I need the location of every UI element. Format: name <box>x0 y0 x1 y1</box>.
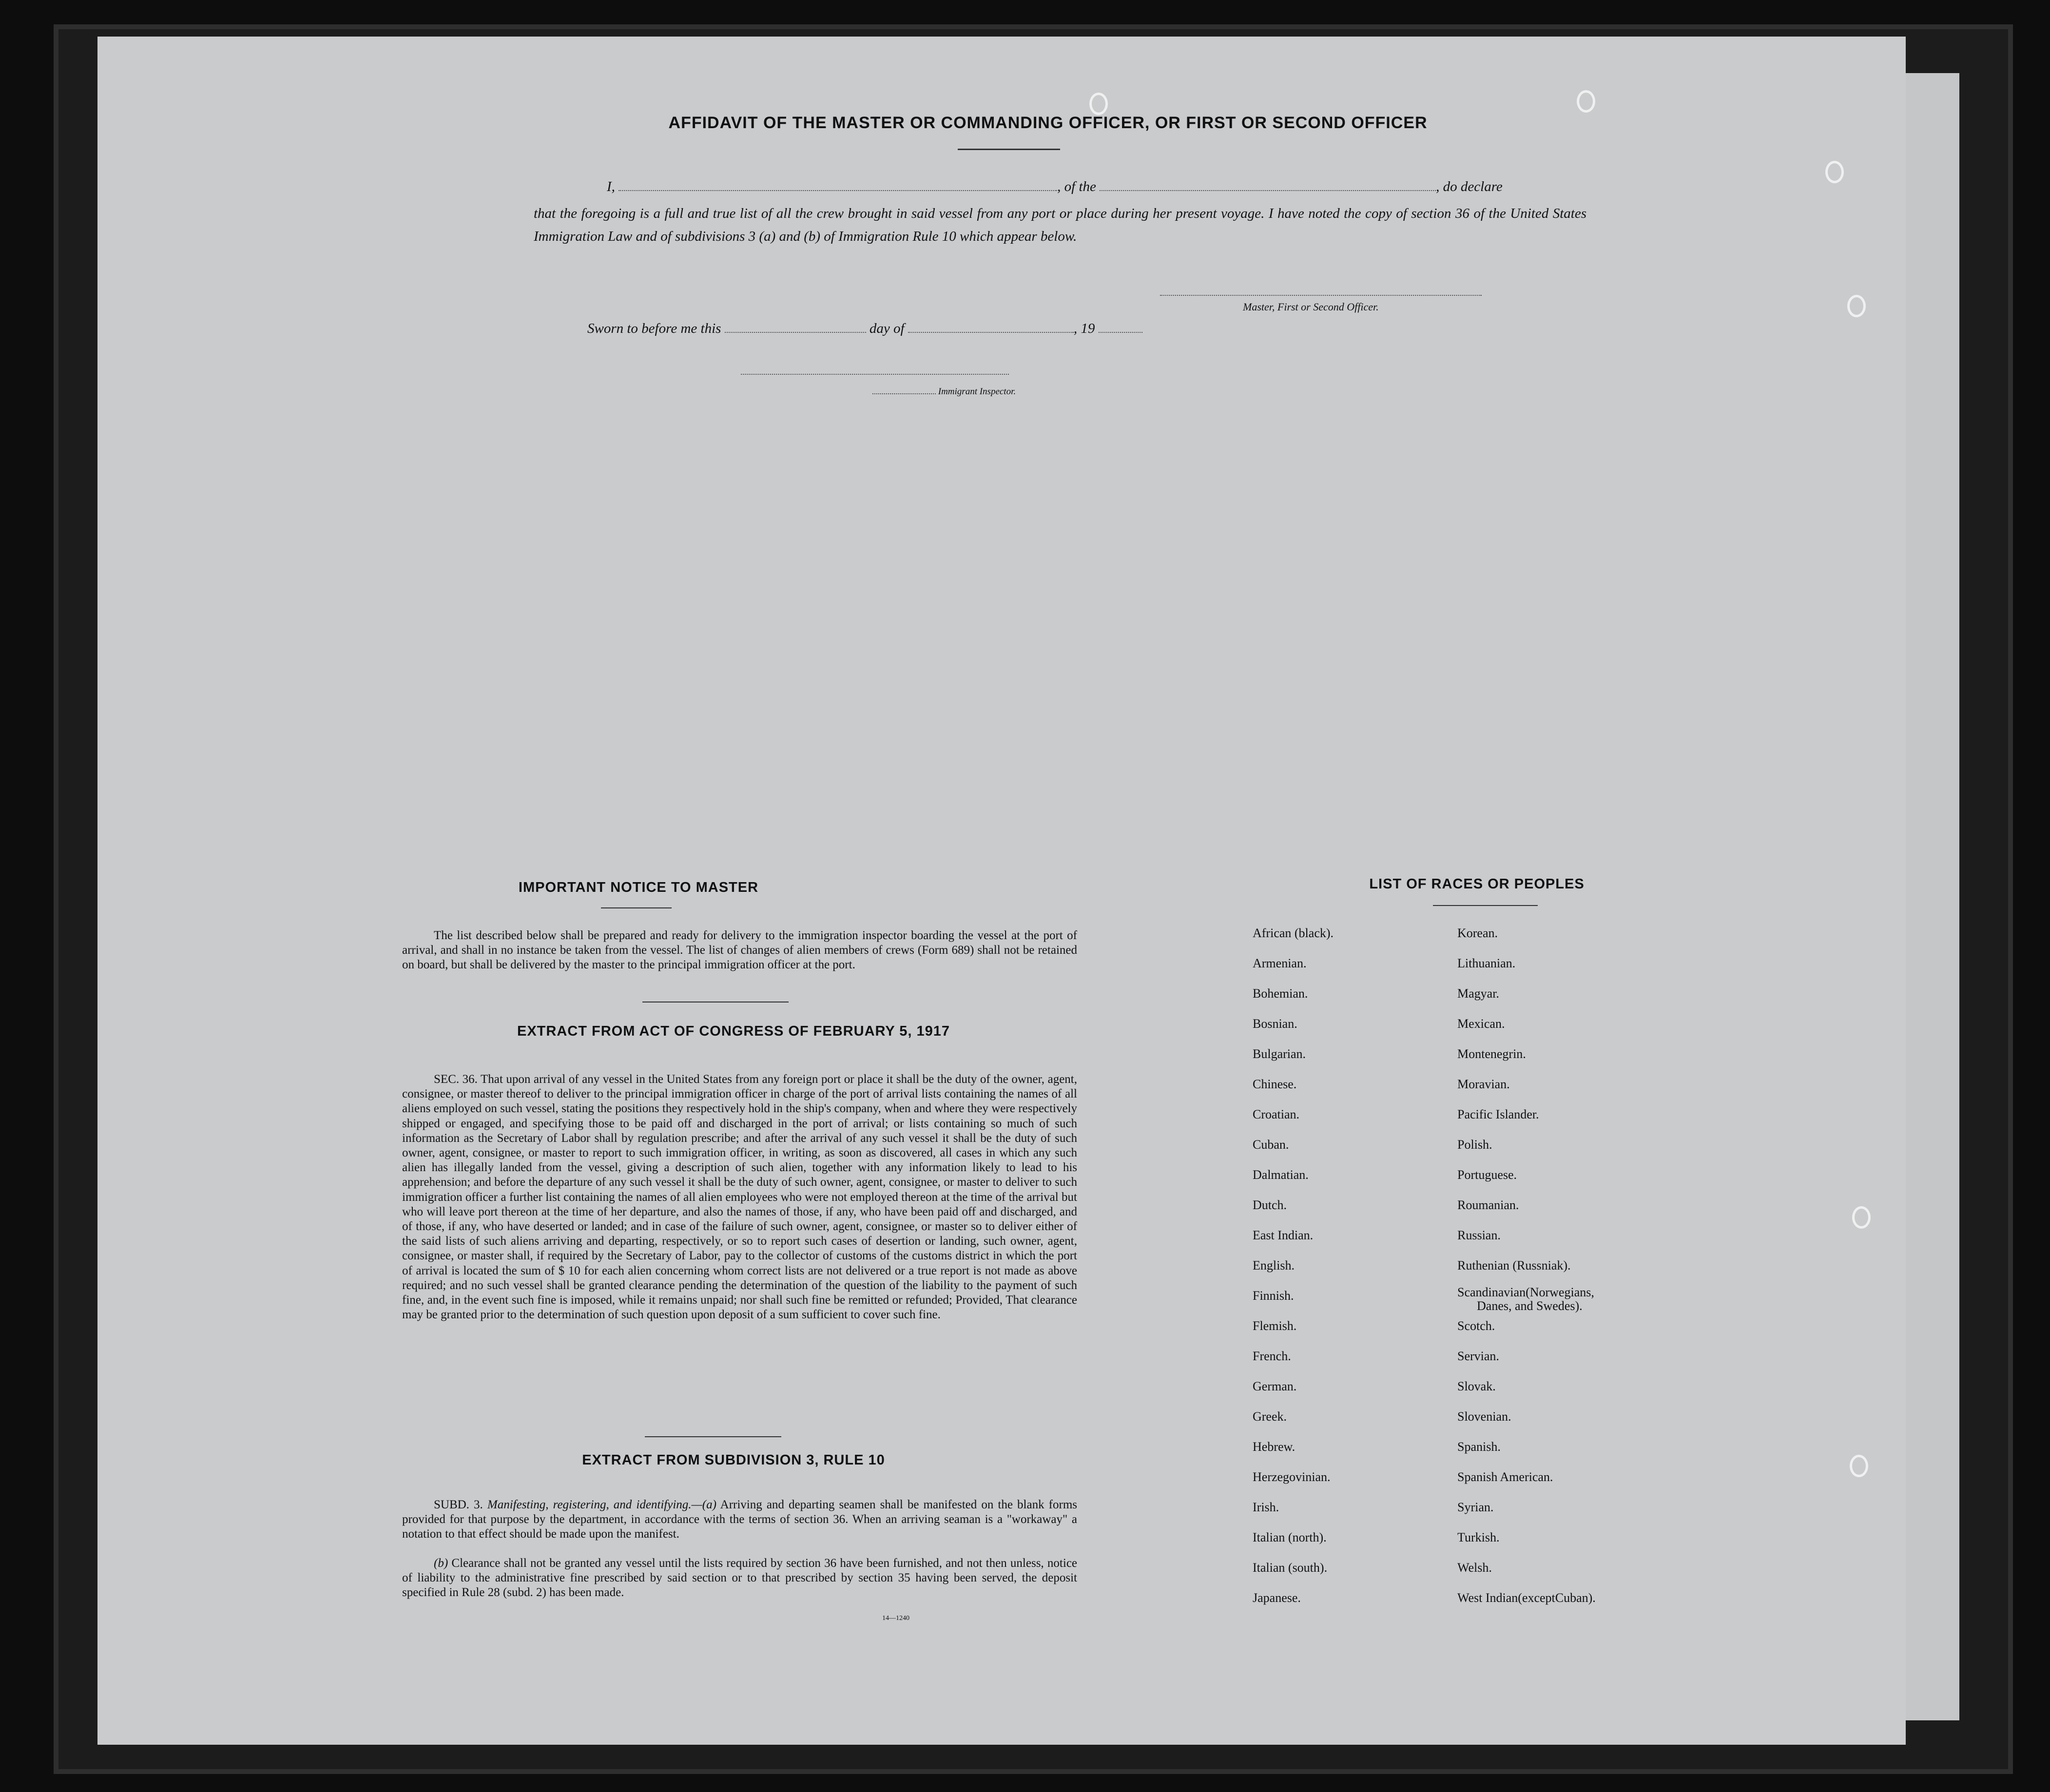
punch-hole-icon <box>1577 90 1595 113</box>
race-item: Cuban. <box>1253 1137 1289 1152</box>
i-label: I, <box>607 179 615 194</box>
punch-hole-icon <box>1850 1455 1868 1477</box>
punch-hole-icon <box>1089 93 1108 115</box>
race-item: Ruthenian (Russniak). <box>1457 1258 1571 1272</box>
inspector-signature-line[interactable] <box>741 374 1009 375</box>
race-item: Irish. <box>1253 1500 1279 1514</box>
race-item: Croatian. <box>1253 1107 1300 1121</box>
race-item: English. <box>1253 1258 1295 1272</box>
race-item: Finnish. <box>1253 1289 1294 1303</box>
punch-hole-icon <box>1847 295 1866 317</box>
title-underline <box>958 149 1060 150</box>
para-b-text: Clearance shall not be granted any vessel until the lists required by section 36 have been furnished, and not then unless, notice of liability to the administrative fine prescribed by said section or to that prescribed by section 35 having been served, the deposit specified in Rule 28 (subd. 2) has been made. <box>402 1557 1078 1599</box>
race-item: Welsh. <box>1457 1561 1492 1575</box>
signature-caption: Master, First or Second Officer. <box>1243 301 1379 313</box>
notice-title: IMPORTANT NOTICE TO MASTER <box>518 880 759 895</box>
race-item: Servian. <box>1457 1349 1499 1363</box>
race-item: Russian. <box>1457 1228 1501 1242</box>
name-field[interactable] <box>619 190 1057 191</box>
notice-underline <box>601 907 672 908</box>
race-item: Danes, and Swedes). <box>1477 1299 1583 1313</box>
race-item: Mexican. <box>1457 1017 1505 1031</box>
race-item: Scotch. <box>1457 1319 1495 1333</box>
affidavit-title: AFFIDAVIT OF THE MASTER OR COMMANDING OFFICER, OR FIRST OR SECOND OFFICER <box>668 114 1428 132</box>
form-number: 14—1240 <box>882 1615 909 1622</box>
race-item: Pacific Islander. <box>1457 1107 1539 1121</box>
race-item: Bulgarian. <box>1253 1047 1306 1061</box>
race-item: Italian (north). <box>1253 1530 1327 1544</box>
signature-line[interactable] <box>1160 295 1482 296</box>
race-item: Greek. <box>1253 1409 1287 1424</box>
race-item: West Indian(exceptCuban). <box>1457 1591 1596 1605</box>
race-item: Turkish. <box>1457 1530 1500 1544</box>
subdivision-heading: Manifesting, registering, and identifying.—(a) <box>487 1498 716 1511</box>
race-item: French. <box>1253 1349 1291 1363</box>
races-underline <box>1433 905 1538 906</box>
race-item: Japanese. <box>1253 1591 1301 1605</box>
act-divider <box>645 1436 781 1437</box>
race-item: Dutch. <box>1253 1198 1287 1212</box>
declaration-line <box>607 179 1586 195</box>
race-item: German. <box>1253 1379 1297 1393</box>
inspector-caption-text: Immigrant Inspector. <box>938 386 1016 397</box>
act-extract-body: SEC. 36. That upon arrival of any vessel in the United States from any foreign port or place it shall be the duty of the owner, agent, consignee, or master thereof to deliver to the principal immigration officer in charge of the port of arrival lists containing the names of all aliens employed on such vessel, stating the positions they respectively hold in the ship's company, when and where they were respectively shipped or engaged, and specifying those to be paid off and discharged in the port of arrival; or lists containing so much of such information as the Secretary of Labor shall by regulation prescribe; and after the arrival of any such vessel it shall be the duty of such owner, agent, consignee, or master to report to such immigration officer, in writing, as soon as discovered, all cases in which any such alien has illegally landed from the vessel, giving a description of such alien, together with any information likely to lead to his apprehension; and before the departure of any such vessel it shall be the duty of such owner, agent, consignee, or master to deliver to such immigration officer a further list containing the names of all alien employees who were not employed thereon at the time of the arrival but who will leave port thereon at the time of her departure, and also the names of those, if any, who have been paid off and discharged, and of those, if any, who have deserted or landed; and in case of the failure of such owner, agent, consignee, or master so to deliver either of the said lists of such aliens arriving and departing, respectively, or so to report such cases of desertion or landing, such owner, agent, consignee, or master shall, if required by the Secretary of Labor, pay to the collector of customs of the customs district in which the port of arrival is located the sum of $ 10 for each alien concerning whom correct lists are not delivered or a true report is not made as above required; and no such vessel shall be granted clearance pending the determination of the question of the liability to the payment of such fine, and, in the event such fine is imposed, while it remains unpaid; nor shall such fine be remitted or refunded; Provided, That clearance may be granted prior to the determination of such question upon deposit of a sum sufficient to cover such fine. <box>402 1073 1077 1322</box>
sworn-year-field[interactable] <box>1099 332 1142 333</box>
race-item: Scandinavian(Norwegians, <box>1457 1285 1594 1299</box>
race-item: Bohemian. <box>1253 986 1308 1001</box>
race-item: Spanish. <box>1457 1440 1501 1454</box>
race-item: Montenegrin. <box>1457 1047 1526 1061</box>
subdivision-label: SUBD. 3. <box>434 1498 483 1511</box>
do-declare-label: , do declare <box>1436 179 1503 194</box>
notice-body: The list described below shall be prepared and ready for delivery to the immigration inspector boarding the vessel at the port of arrival, and shall in no instance be taken from the vessel. The list of changes of alien members of crews (Form 689) shall not be retained on board, but shall be delivered by the master to the principal immigration officer at the port. <box>402 929 1077 971</box>
race-item: Magyar. <box>1457 986 1499 1001</box>
para-a-text: Arriving and departing seamen shall be manifested on the blank forms provided for that purpose by the department, in accordance with the terms of section 36. When an arriving seaman is a "workaway" a notation to that effect should be made upon the manifest. <box>402 1498 1078 1541</box>
race-item: Moravian. <box>1457 1077 1510 1091</box>
sworn-day-field[interactable] <box>725 332 866 333</box>
punch-hole-icon <box>1825 161 1844 183</box>
document-page <box>97 37 1906 1745</box>
race-item: East Indian. <box>1253 1228 1314 1242</box>
rule-extract-title: EXTRACT FROM SUBDIVISION 3, RULE 10 <box>582 1452 885 1468</box>
sworn-month-field[interactable] <box>908 332 1074 333</box>
race-item: Syrian. <box>1457 1500 1494 1514</box>
race-item: Portuguese. <box>1457 1168 1517 1182</box>
sworn-label: Sworn to before me this <box>587 321 721 336</box>
race-item: Dalmatian. <box>1253 1168 1309 1182</box>
vessel-field[interactable] <box>1100 190 1436 191</box>
race-item: Armenian. <box>1253 956 1307 970</box>
race-item: Polish. <box>1457 1137 1492 1152</box>
race-item: Slovenian. <box>1457 1409 1511 1424</box>
year-label: , 19 <box>1073 321 1095 336</box>
sworn-line <box>587 321 1142 337</box>
race-item: Spanish American. <box>1457 1470 1553 1484</box>
race-item: Roumanian. <box>1457 1198 1519 1212</box>
rule-extract-para-b <box>402 1556 1077 1600</box>
race-item: Hebrew. <box>1253 1440 1296 1454</box>
race-item: Chinese. <box>1253 1077 1297 1091</box>
races-title: LIST OF RACES OR PEOPLES <box>1369 876 1585 892</box>
rule-extract-para-a <box>402 1498 1077 1542</box>
of-the-label: , of the <box>1057 179 1096 194</box>
race-item: Italian (south). <box>1253 1561 1328 1575</box>
inspector-caption <box>872 386 1016 397</box>
race-item: Slovak. <box>1457 1379 1496 1393</box>
para-b-label: (b) <box>434 1557 448 1570</box>
affidavit-body: that the foregoing is a full and true list of all the crew brought in said vessel from any port or place during her present voyage. I have noted the copy of section 36 of the United States Immigration Law and of subdivisions 3 (a) and (b) of Immigration Rule 10 which appear below. <box>534 206 1586 244</box>
day-of-label: day of <box>869 321 905 336</box>
act-extract-title: EXTRACT FROM ACT OF CONGRESS OF FEBRUARY 5, 1917 <box>517 1023 950 1039</box>
race-item: Korean. <box>1457 926 1498 940</box>
race-item: Bosnian. <box>1253 1017 1297 1031</box>
punch-hole-icon <box>1852 1206 1871 1229</box>
race-item: African (black). <box>1253 926 1334 940</box>
race-item: Lithuanian. <box>1457 956 1516 970</box>
race-item: Flemish. <box>1253 1319 1297 1333</box>
race-item: Herzegovinian. <box>1253 1470 1331 1484</box>
